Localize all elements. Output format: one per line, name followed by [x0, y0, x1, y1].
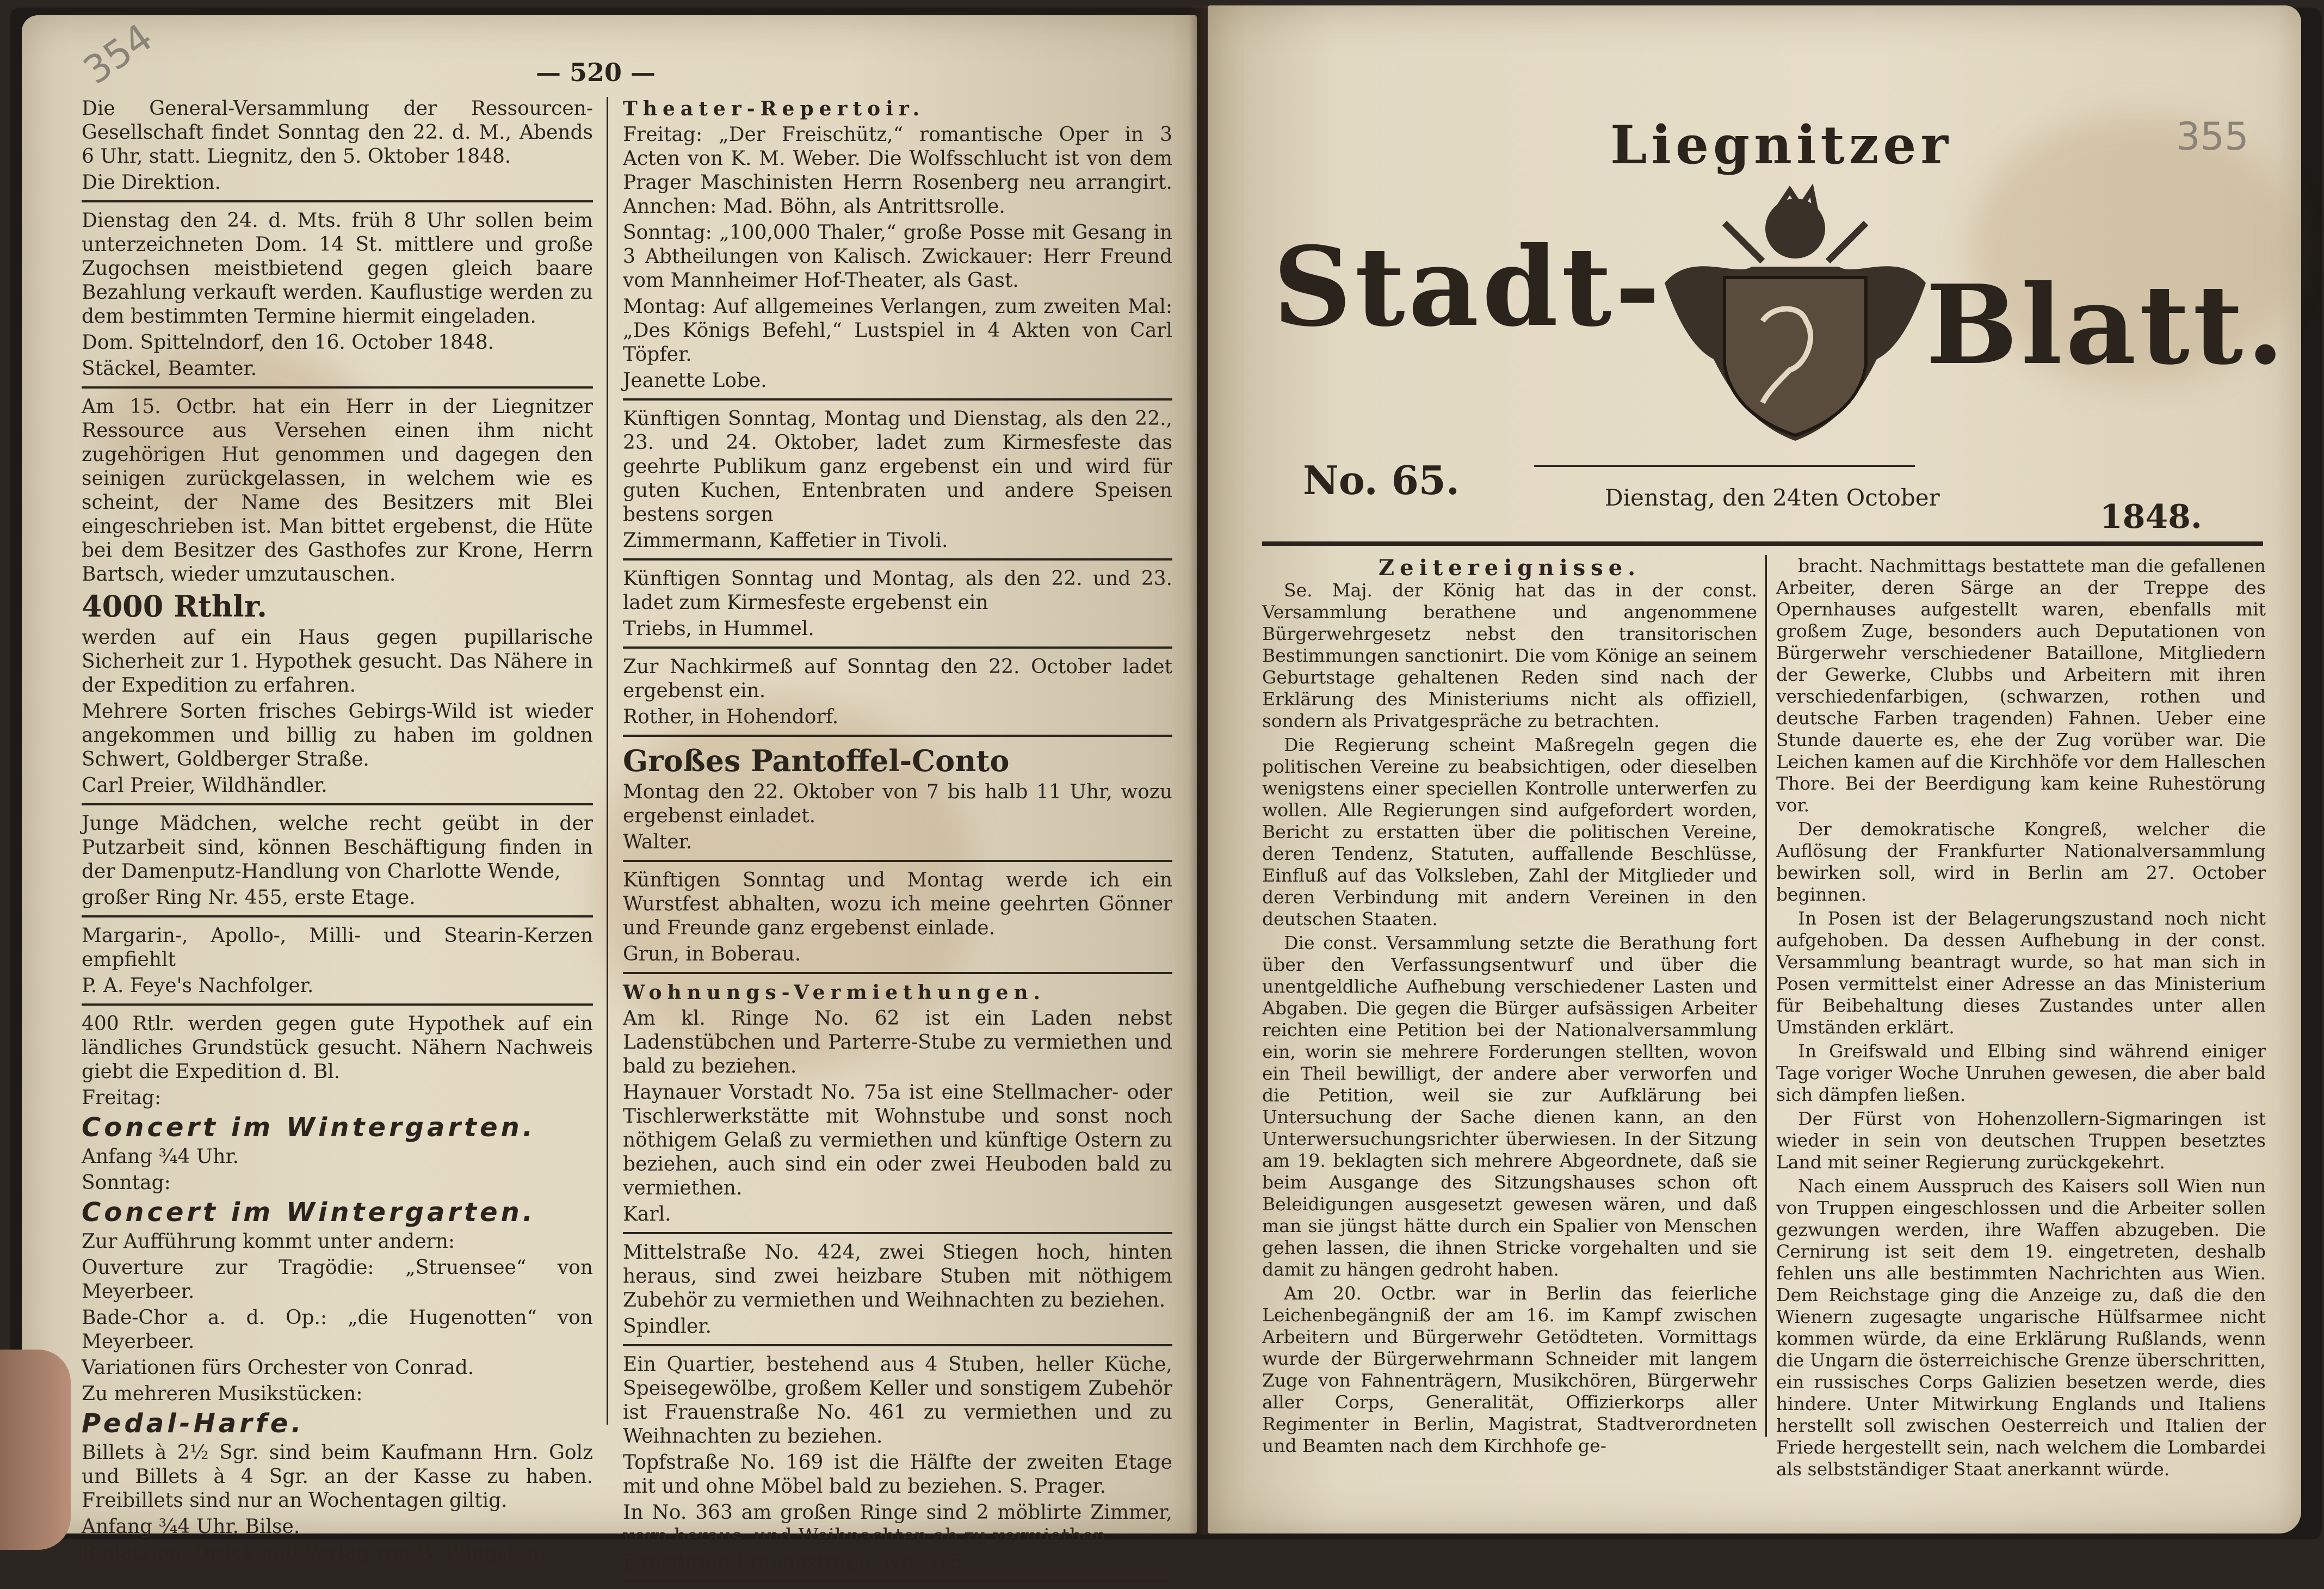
ad-separator-rule: [623, 646, 1172, 649]
ad-text-text: Sonntag: „100,000 Thaler,“ große Posse mit Gesang in 3 Abtheilungen von Kalisch. Zwickauer: Herr Freund vom Mannheimer Hof-Theater, als Gast.: [623, 221, 1172, 292]
ad-center-text: Anfang ¾4 Uhr.: [82, 1145, 239, 1168]
ad-sign-text: Zimmermann, Kaffetier in Tivoli.: [623, 529, 948, 552]
ad-text-text: Bade-Chor a. d. Op.: „die Hugenotten“ von Meyerbeer.: [82, 1307, 593, 1353]
ad-separator-rule: [82, 803, 593, 805]
ad-text-text: Dienstag den 24. d. Mts. früh 8 Uhr sollen beim unterzeichneten Dom. 14 St. mittlere und große Zugochsen meistbietend gegen gleich baare Bezahlung verkauft werden. Kauflustige werden zu dem bestimmten Termine hiermit eingeladen.: [82, 210, 593, 328]
ad-sign-text: Walter.: [623, 831, 693, 853]
ad-sign-text: Expedition Frauenstraße: No. 515.: [623, 1551, 969, 1574]
ad-sign-text: P. A. Feye's Nachfolger.: [82, 975, 314, 997]
ad-text-text: Künftigen Sonntag, Montag und Dienstag, als den 22., 23. und 24. Oktober, ladet zum Kirmesfeste das geehrte Publikum ganz ergebenst ein und wird für guten Kuchen, Entenbraten und andere Speisen bestens sorgen: [623, 408, 1172, 526]
ad-sign-text: großer Ring Nr. 455, erste Etage.: [82, 886, 416, 909]
issue-number: No. 65.: [1303, 457, 1460, 503]
ad-separator-rule: [82, 915, 593, 917]
page-number: — 520 —: [536, 58, 656, 87]
ad-sign-text: Rother, in Hohendorf.: [623, 706, 839, 728]
ad-text-text: Künftigen Sonntag und Montag werde ich ein Wurstfest abhalten, wozu ich meine geehrten Gönner und Freunde ganz ergebenst einlade.: [623, 869, 1172, 939]
ad-separator-rule: [623, 1232, 1172, 1234]
ad-spaced-text: Wohnungs-Vermiethungen.: [623, 981, 1046, 1004]
ad-text-text: Haynauer Vorstadt No. 75a ist eine Stellmacher- oder Tischlerwerkstätte mit Wohnstube und sonst noch nöthigem Gelaß zu vermiethen und künftige Ostern zu beziehen, auch sind ein oder zwei Heuboden bald zu vermiethen.: [623, 1081, 1172, 1199]
ad-text-text: Die General-Versammlung der Ressourcen-Gesellschaft findet Sonntag den 22. d. M., Abends 6 Uhr, statt. Liegnitz, den 5. Oktober 1848.: [82, 97, 593, 168]
ad-text-text: Montag den 22. Oktober von 7 bis halb 11 Uhr, wozu ergebenst einladet.: [623, 781, 1172, 827]
news-paragraph: Se. Maj. der König hat das in der const. Versammlung berathene und angenommene Bürgerwehrgesetz nebst den transitorischen Bestimmungen sanctionirt. Die vom Könige an seinem Geburtstage gehaltenen Reden sind nach der Erklärung des Ministeriums nicht als offiziell, sondern als Privatgespräche zu betrachten.: [1262, 580, 1757, 731]
news-paragraph: Die const. Versammlung setzte die Berathung fort über den Verfassungsentwurf und über die unentgeldliche Aufhebung verschiedener Lasten und Abgaben. Die gegen die Bürger aufsässigen Arbeiter reichten eine Petition bei der Nationalversammlung ein, worin sie mehrere Forderungen stellten, wovon ein Theil bewilligt, der andere aber verworfen und die Petition, weil sie zur Aufklärung bei Untersuchung der Sache dienen kann, an den Unterwersuchungsrichter überwiesen. In der Sitzung am 19. beklagten sich mehrere Abgeordnete, daß sie beim Ausgange des Sitzungshauses schon oft Beleidigungen ausgesetzt gewesen wären, und daß man sie jüngst hätte durch ein Spalier von Menschen gehen lassen, die ihnen Stricke vorgehalten und sie damit zu hängen gedroht haben.: [1262, 932, 1757, 1280]
ad-sign-text: Triebs, in Hummel.: [623, 618, 814, 640]
masthead-liegnitzer: Liegnitzer: [1610, 114, 1952, 176]
coat-of-arms-emblem: [1643, 185, 1948, 457]
ad-text-text: Mittelstraße No. 424, zwei Stiegen hoch, hinten heraus, sind zwei heizbare Stuben mit nöthigem Zubehör zu vermiethen und Weihnachten zu beziehen.: [623, 1241, 1172, 1311]
column-divider: [1765, 555, 1767, 1437]
ad-text-text: werden auf ein Haus gegen pupillarische Sicherheit zur 1. Hypothek gesucht. Das Nähere in der Expedition zu erfahren.: [82, 626, 593, 697]
ad-text-text: Ein Quartier, bestehend aus 4 Stuben, heller Küche, Speisegewölbe, großem Keller und sonstigem Zubehör ist Frauenstraße No. 461 zu vermiethen und zu Weihnachten zu beziehen.: [623, 1353, 1172, 1448]
ad-text-text: Montag: Auf allgemeines Verlangen, zum zweiten Mal: „Des Königs Befehl,“ Lustspiel in 4 Akten von Carl Töpfer.: [623, 295, 1172, 366]
ad-text-text: Am kl. Ringe No. 62 ist ein Laden nebst Ladenstübchen und Parterre-Stube zu vermiethen und bald zu beziehen.: [623, 1007, 1172, 1077]
ad-text-text: Topfstraße No. 169 ist die Hälfte der zweiten Etage mit und ohne Möbel bald zu beziehen. S. Prager.: [623, 1451, 1172, 1498]
ad-center-text: Zu mehreren Musikstücken:: [82, 1383, 363, 1405]
ad-concert-text: Pedal-Harfe.: [82, 1408, 305, 1439]
ad-text-text: Billets à 2½ Sgr. sind beim Kaufmann Hrn. Golz und Billets à 4 Sgr. an der Kasse zu haben. Freibillets sind nur an Wochentagen giltig.: [82, 1442, 593, 1512]
ad-separator-rule: [82, 1003, 593, 1006]
pencil-page-mark: 354: [75, 15, 161, 93]
masthead-rule: [1534, 465, 1915, 467]
ad-separator-rule: [623, 558, 1172, 561]
right-page: [1208, 5, 2301, 1533]
ad-text-text: Am 15. Octbr. hat ein Herr in der Liegnitzer Ressource aus Versehen einen ihm nicht zugehörigen Hut genommen und dagegen den seinigen zurückgelassen, in welchem wie es scheint, der Name des Besitzers mit Blei eingeschrieben ist. Man bittet ergebenst, die Hüte bei dem Besitzer des Gasthofes zur Krone, Herrn Bartsch, wieder umzutauschen.: [82, 396, 593, 586]
pencil-page-mark: 355: [2176, 114, 2249, 159]
section-title: Zeitereignisse.: [1378, 555, 1641, 581]
ad-text-text: In No. 363 am großen Ringe sind 2 möblirte Zimmer, vorn heraus, und Weihnachten ab zu vermiethen.: [623, 1501, 1172, 1548]
column-divider: [607, 97, 608, 1425]
ad-separator-rule: [82, 200, 593, 202]
ad-text-text: 400 Rtlr. werden gegen gute Hypothek auf ein ländliches Grundstück gesucht. Nähern Nachweis giebt die Expedition d. Bl.: [82, 1013, 593, 1083]
ad-center-text: Zur Aufführung kommt unter andern:: [82, 1230, 455, 1253]
left-column-2: [623, 97, 1172, 1589]
issue-date: Dienstag, den 24ten October: [1605, 484, 1940, 511]
right-column-1: [1262, 580, 1757, 1459]
news-paragraph: Der demokratische Kongreß, welcher die Auflösung der Frankfurter Nationalversammlung bewirken soll, wird in Berlin am 27. October beginnen.: [1776, 818, 2266, 905]
ad-text-text: Margarin-, Apollo-, Milli- und Stearin-Kerzen empfiehlt: [82, 925, 593, 971]
news-paragraph: Am 20. Octbr. war in Berlin das feierliche Leichenbegängniß der am 16. im Kampf zwischen Arbeitern und Bürgerwehr Getödteten. Vormittags wurde der Bürgerwehrmann Schneider mit langem Zuge von Fahnenträgern, Musikchören, Bürgerwehr aller Corps, Generalität, Offizierkorps aller Regimenter in Berlin, Magistrat, Stadtverordneten und Beamten nach dem Kirchhofe ge-: [1262, 1283, 1757, 1456]
ad-sign-text: Carl Preier, Wildhändler.: [82, 774, 327, 797]
masthead-blatt: Blatt.: [1926, 261, 2288, 389]
ad-text-text: Mehrere Sorten frisches Gebirgs-Wild ist wieder angekommen und billig zu haben im goldnen Schwert, Goldberger Straße.: [82, 700, 593, 771]
ad-text-text: Junge Mädchen, welche recht geübt in der Putzarbeit sind, können Beschäftigung finden in der Damenputz-Handlung von Charlotte Wende,: [82, 812, 593, 883]
header-rule: [1262, 541, 2263, 546]
ad-separator-rule: [623, 972, 1172, 974]
ad-concert-text: Concert im Wintergarten.: [82, 1112, 536, 1143]
ad-separator-rule: [623, 398, 1172, 401]
news-paragraph: Nach einem Ausspruch des Kaisers soll Wien nun von Truppen eingeschlossen und die Arbeiter sollen gezwungen werden, ihre Waffen abzugeben. Die Cernirung ist seit dem 19. eingetreten, deshalb fehlen uns alle bestimmten Nachrichten aus Wien. Dem Reichstage ging die Anzeige zu, daß die den Wienern zugesagte ungarische Hülfsarmee nicht kommen würde, da eine Erklärung Rußlands, wenn die Ungarn die österreichische Grenze überschritten, ein russisches Corps Galizien besetzen werde, dies hindere. Unter Mitwirkung Englands und Italiens herstellt soll zwischen Oesterreich und Italien der Friede hergestellt sein, nach welchem die Lombardei als selbstständiger Staat anerkannt würde.: [1776, 1175, 2266, 1480]
left-column-1: [82, 97, 593, 1567]
ad-big-text: Großes Pantoffel-Conto: [623, 743, 1010, 778]
ad-text-text: Künftigen Sonntag und Montag, als den 22. und 23. ladet zum Kirmesfeste ergebenst ein: [623, 568, 1172, 614]
ad-separator-rule: [623, 735, 1172, 737]
ad-separator-rule: [623, 1344, 1172, 1346]
ad-text-text: Zur Nachkirmeß auf Sonntag den 22. October ladet ergebenst ein.: [623, 656, 1172, 702]
right-column-2: [1776, 555, 2266, 1482]
ad-concert-text: Concert im Wintergarten.: [82, 1197, 536, 1228]
news-paragraph: In Greifswald und Elbing sind während einiger Tage voriger Woche Unruhen gewesen, die aber bald sich dämpfen ließen.: [1776, 1040, 2266, 1105]
ad-text-text: Anfang ¾4 Uhr. Bilse.: [82, 1516, 300, 1538]
ad-text-text: Freitag: „Der Freischütz,“ romantische Oper in 3 Acten von K. M. Weber. Die Wolfsschlucht ist von dem Prager Maschinisten Herrn Rosenberg neu arrangirt. Annchen: Mad. Böhn, als Antrittsrolle.: [623, 124, 1172, 218]
masthead-stadt: Stadt-: [1273, 223, 1664, 351]
news-paragraph: In Posen ist der Belagerungszustand noch nicht aufgehoben. Da dessen Aufhebung in der const. Versammlung beantragt wurde, so hat man sich in Posen vermittelst einer Adresse an das Ministerium für Beibehaltung dieses Zustandes unter allen Umständen erklärt.: [1776, 908, 2266, 1038]
ad-separator-rule: [82, 386, 593, 389]
news-paragraph: Die Regierung scheint Maßregeln gegen die politischen Vereine zu beabsichtigen, oder dieselben wenigstens einer speciellen Kontrolle unterwerfen zu wollen. Alle Regierungen sind aufgefordert worden, Bericht zu erstatten über die politischen Vereine, deren Tendenz, Statuten, auffallende Beschlüsse, Einfluß auf das Volksleben, Zahl der Mitglieder und deren Verbindung mit andern Vereinen in den deutschen Staaten.: [1262, 734, 1757, 929]
ad-sign-text: Spindler.: [623, 1315, 712, 1338]
ad-text-text: Dom. Spittelndorf, den 16. October 1848.: [82, 331, 495, 354]
news-paragraph: Der Fürst von Hohenzollern-Sigmaringen ist wieder in sein von deutschen Truppen besetztes Land mit seiner Regierung zurückgekehrt.: [1776, 1108, 2266, 1173]
thumb-holding-page: [0, 1350, 71, 1550]
ad-sign-text: Die Direktion.: [82, 171, 221, 194]
ad-center-text: Freitag:: [82, 1087, 162, 1109]
ad-center-text: Sonntag:: [82, 1172, 171, 1194]
ad-text-text: Ouverture zur Tragödie: „Struensee“ von Meyerbeer.: [82, 1257, 593, 1303]
ad-text-text: Variationen fürs Orchester von Conrad.: [82, 1357, 474, 1379]
news-paragraph: bracht. Nachmittags bestattete man die gefallenen Arbeiter, deren Särge an der Treppe des Opernhauses aufgestellt waren, ebenfalls mit großem Zuge, besonders auch Deputationen von Bürgerwehr verschiedener Bataillone, Mitgliedern der Gewerke, Clubbs und Arbeitern mit ihren verschiedenfarbigen, (schwarzen, rothen und deutsche Farben tragenden) Fahnen. Ueber eine Stunde dauerte es, ehe der Zug vorüber war. Die Leichen kamen auf die Kirchhöfe vor dem Halleschen Thore. Bei der Beerdigung kam keine Ruhestörung vor.: [1776, 555, 2266, 816]
left-page: [22, 15, 1197, 1574]
ad-sign-text: Jeanette Lobe.: [623, 369, 767, 392]
ad-separator-rule: [623, 1580, 1172, 1582]
issue-year: 1848.: [2100, 498, 2202, 536]
ad-sign-text: Stäckel, Beamter.: [82, 358, 257, 380]
ad-big-text: 4000 Rthlr.: [82, 589, 267, 624]
ad-text-text: Redaction, Druck und Verlag von W. Pfingsten.: [82, 1542, 546, 1564]
ad-sign-text: Grun, in Boberau.: [623, 943, 801, 965]
ad-spaced-text: Theater-Repertoir.: [623, 97, 925, 120]
ad-separator-rule: [623, 860, 1172, 862]
ad-sign-text: Karl.: [623, 1203, 671, 1225]
